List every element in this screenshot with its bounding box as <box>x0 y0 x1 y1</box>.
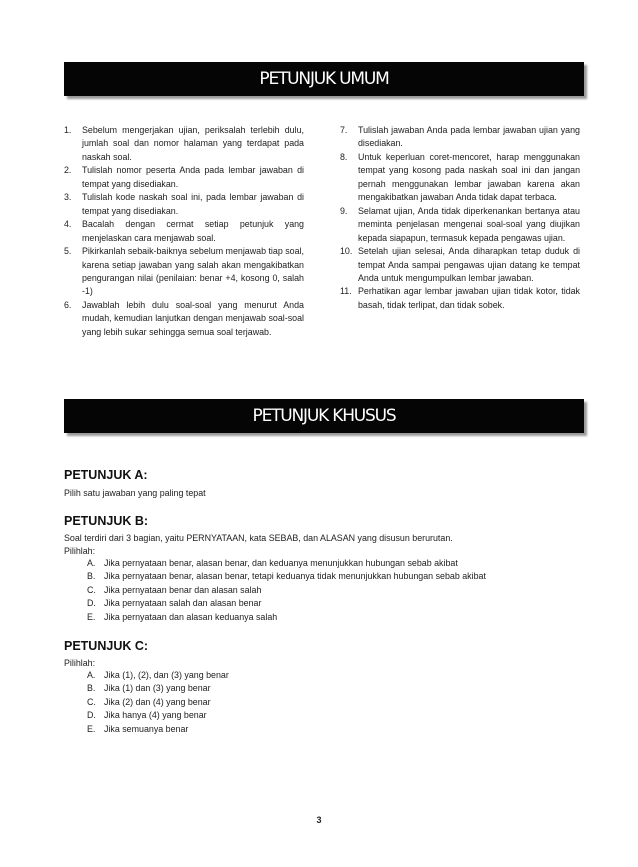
petunjuk-c-pilihlah: Pilihlah: <box>64 658 96 668</box>
petunjuk-b-text: Soal terdiri dari 3 bagian, yaitu PERNYATAAN, kata SEBAB, dan ALASAN yang disusun berurutan. <box>64 533 453 543</box>
petunjuk-umum-banner <box>64 62 584 96</box>
general-instructions-left-list <box>64 124 304 339</box>
list-item: 3. Tulislah kode naskah soal ini, pada lembar jawaban di tempat yang disediakan. <box>64 192 304 216</box>
list-item: 7. Tulislah jawaban Anda pada lembar jawaban ujian yang disediakan. <box>340 125 580 149</box>
list-item: 4. Bacalah dengan cermat setiap petunjuk yang menjelaskan cara menjawab soal. <box>64 219 304 243</box>
list-item: 11. Perhatikan agar lembar jawaban ujian tidak kotor, tidak basah, tidak terlipat, dan tidak sobek. <box>340 286 580 310</box>
list-item: 8. Untuk keperluan coret-mencoret, harap menggunakan tempat yang kosong pada naskah soal ini dan jangan pernah menggunakan lembar jawaban karena akan mengakibatkan jawaban Anda tidak dapat terbaca. <box>340 151 580 203</box>
petunjuk-b-heading: PETUNJUK B: <box>64 514 149 528</box>
general-instructions-right-list <box>340 124 580 312</box>
list-item: 6. Jawablah lebih dulu soal-soal yang menurut Anda mudah, kemudian lanjutkan dengan menjawab soal-soal yang lebih sukar sehingga semua soal terjawab. <box>64 299 304 337</box>
page-number: 3 <box>316 815 322 825</box>
petunjuk-khusus-title: PETUNJUK KHUSUS <box>252 406 396 426</box>
list-item: 5. Pikirkanlah sebaik-baiknya sebelum menjawab tiap soal, karena setiap jawaban yang salah akan mengakibatkan pengurangan nilai (penilaian: benar +4, kosong 0, salah -1) <box>64 246 304 297</box>
petunjuk-c-heading: PETUNJUK C: <box>64 639 149 653</box>
list-item: 2. Tulislah nomor peserta Anda pada lembar jawaban di tempat yang disediakan. <box>64 165 304 189</box>
list-item: 9. Selamat ujian, Anda tidak diperkenankan bertanya atau meminta penjelasan mengenai soal-soal yang diujikan kepada siapapun, termasuk kepada pengawas ujian. <box>340 205 580 243</box>
petunjuk-umum-title: PETUNJUK UMUM <box>259 69 389 89</box>
list-item: 1. Sebelum mengerjakan ujian, periksalah terlebih dulu, jumlah soal dan nomor halaman yang terdapat pada naskah soal. <box>64 125 304 162</box>
petunjuk-b-pilihlah: Pilihlah: <box>64 546 96 556</box>
petunjuk-khusus-banner <box>64 399 584 433</box>
list-item: 10. Setelah ujian selesai, Anda diharapkan tetap duduk di tempat Anda sampai pengawas ujian datang ke tempat Anda untuk mengumpulkan lembar jawaban. <box>340 246 580 283</box>
petunjuk-a-text: Pilih satu jawaban yang paling tepat <box>64 488 206 498</box>
petunjuk-a-heading: PETUNJUK A: <box>64 468 148 482</box>
